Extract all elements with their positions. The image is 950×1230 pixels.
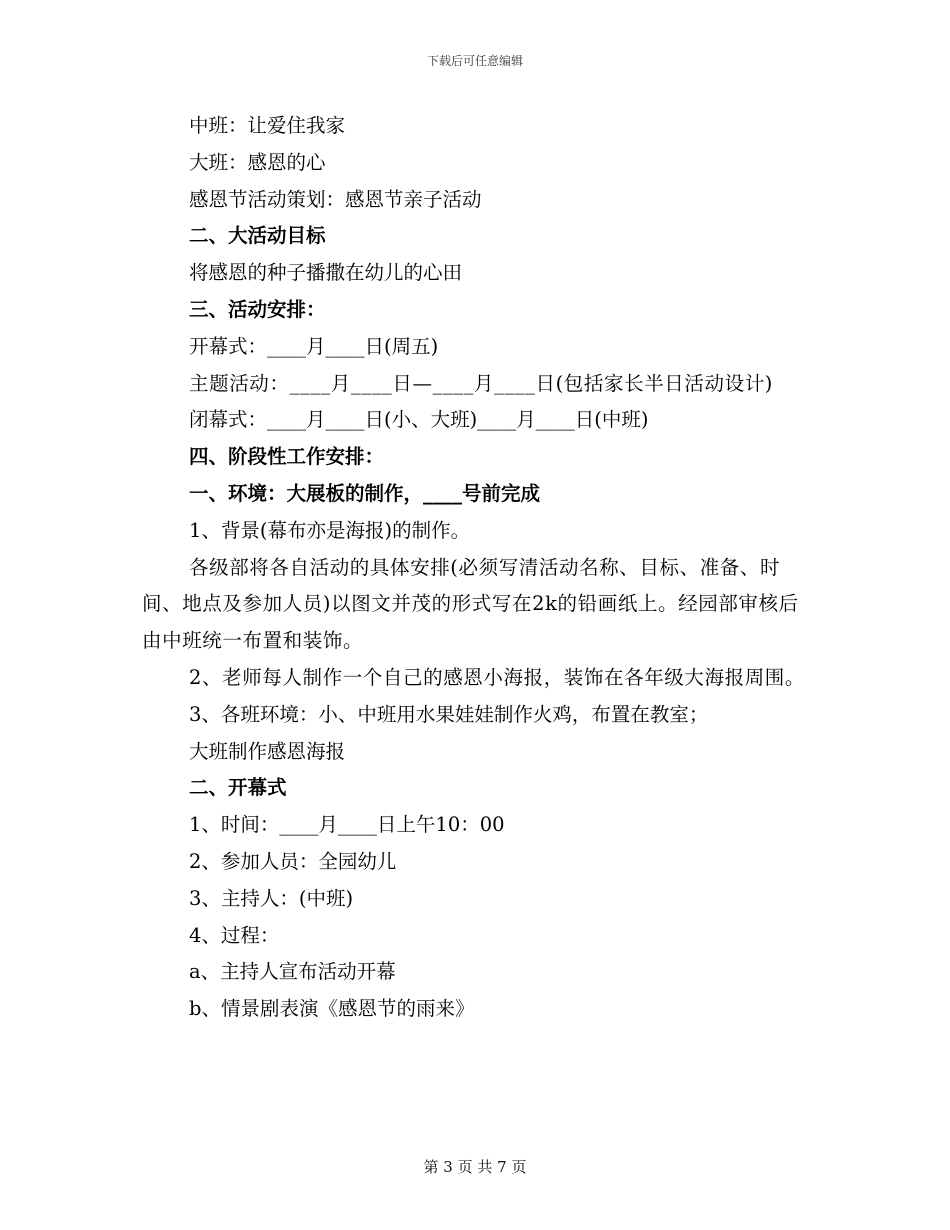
document-body [142, 108, 812, 1028]
page-header: 下载后可任意编辑 [426, 54, 523, 68]
line-class-environment: 3、各班环境：小、中班用水果娃娃制作火鸡，布置在教室； [189, 702, 709, 726]
heading-activity-schedule: 三、活动安排： [189, 297, 326, 321]
heading-stage-work: 四、阶段性工作安排： [189, 445, 385, 469]
heading-opening-ceremony: 二、开幕式 [189, 776, 287, 800]
line-process-step-b: b、情景剧表演《感恩节的雨来》 [189, 997, 475, 1021]
line-goal-text: 将感恩的种子播撒在幼儿的心田 [189, 261, 463, 285]
line-parent-child-activity: 感恩节活动策划：感恩节亲子活动 [189, 187, 482, 211]
line-senior-poster: 大班制作感恩海报 [189, 739, 346, 763]
line-ceremony-process: 4、过程： [189, 923, 280, 947]
line-middle-class-theme: 中班：让爱住我家 [189, 114, 346, 137]
page-footer: 第 3 页 共 7 页 [423, 1158, 527, 1176]
line-ceremony-time: 1、时间：____月____日上午10：00 [189, 813, 505, 837]
line-theme-activity-date: 主题活动：____月____日—____月____日(包括家长半日活动设计) [189, 371, 774, 395]
line-closing-date: 闭幕式：____月____日(小、大班)____月____日(中班) [189, 408, 649, 432]
line-opening-date: 开幕式：____月____日(周五) [189, 334, 439, 358]
heading-environment: 一、环境：大展板的制作，____号前完成 [189, 481, 541, 505]
line-senior-class-theme: 大班：感恩的心 [189, 150, 326, 174]
paragraph-department-arrangements: 各级部将各自活动的具体安排(必须写清活动名称、目标、准备、时间、地点及参加人员)以图文并茂的形式写在2k的铅画纸上。经园部审核后由中班统一布置和装饰。 [142, 555, 799, 653]
heading-activity-goal: 二、大活动目标 [189, 224, 326, 248]
line-ceremony-participants: 2、参加人员：全园幼儿 [189, 849, 397, 873]
line-process-step-a: a、主持人宣布活动开幕 [189, 960, 396, 984]
line-ceremony-host: 3、主持人：(中班) [189, 886, 354, 910]
paragraph-teacher-posters: 2、老师每人制作一个自己的感恩小海报，装饰在各年级大海报周围。 [189, 665, 806, 689]
line-background-making: 1、背景(幕布亦是海报)的制作。 [189, 518, 471, 542]
